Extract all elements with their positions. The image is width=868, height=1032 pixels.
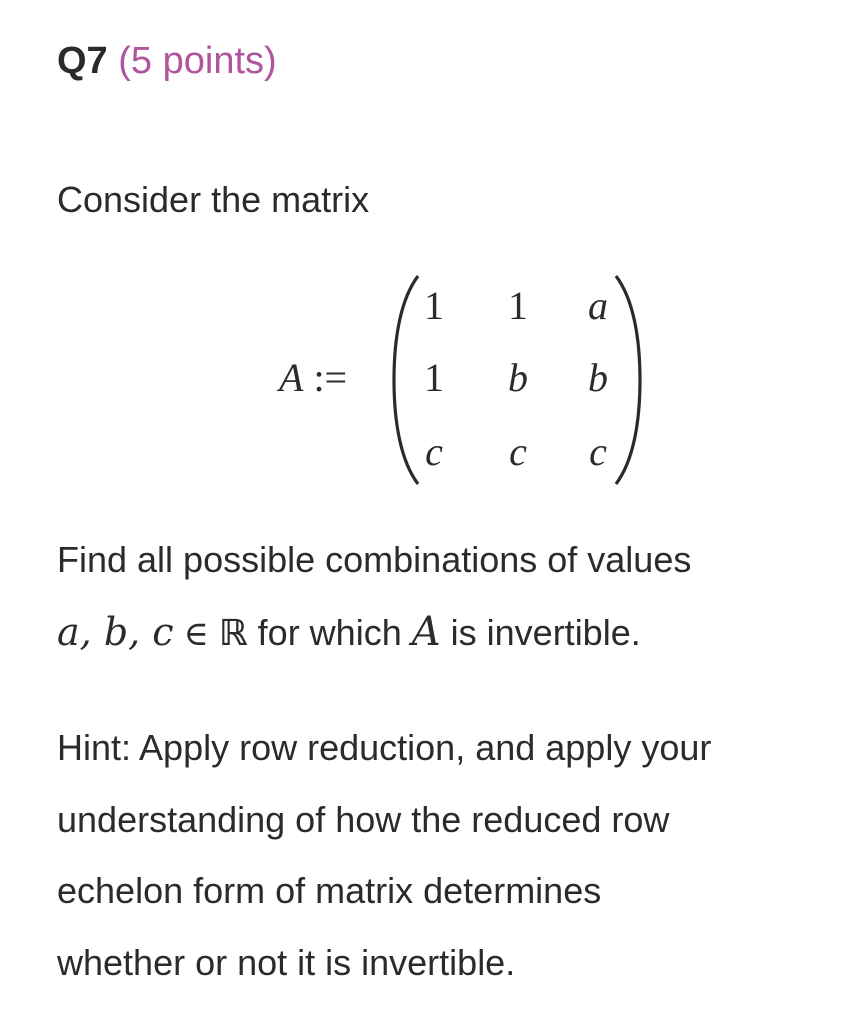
question-points: (5 points) [118,40,277,82]
matrix-cell: 1 [508,283,528,328]
matrix-cell: 1 [424,355,444,400]
task-vars: a, b, c [57,610,174,654]
matrix-cell: b [588,355,608,400]
task-for-which: for which [257,612,402,653]
matrix-cell: a [588,283,608,328]
matrix-cell: c [589,429,607,474]
task-matrix-var: A [411,609,441,655]
reals-symbol: ℝ [218,613,248,654]
task-line-2 [57,610,641,656]
matrix-name: A [279,355,304,400]
question-number: Q7 [57,40,108,82]
element-of-symbol: ∈ [183,614,209,654]
matrix-label [279,356,347,400]
matrix-display [0,270,868,490]
question-heading [57,38,277,84]
matrix-cell: 1 [424,283,444,328]
matrix-cell: b [508,355,528,400]
matrix-cell: c [425,429,443,474]
matrix-cell: c [509,429,527,474]
task-line-1: Find all possible combinations of values [57,539,692,580]
intro-text: Consider the matrix [57,179,370,220]
hint-line-3: echelon form of matrix determines [57,870,602,911]
hint-line-1: Hint: Apply row reduction, and apply your [57,727,712,768]
hint-line-2: understanding of how the reduced row [57,799,670,840]
hint-line-4: whether or not it is invertible. [57,942,516,983]
task-tail: is invertible. [450,612,641,653]
matrix-assign: := [313,355,348,400]
